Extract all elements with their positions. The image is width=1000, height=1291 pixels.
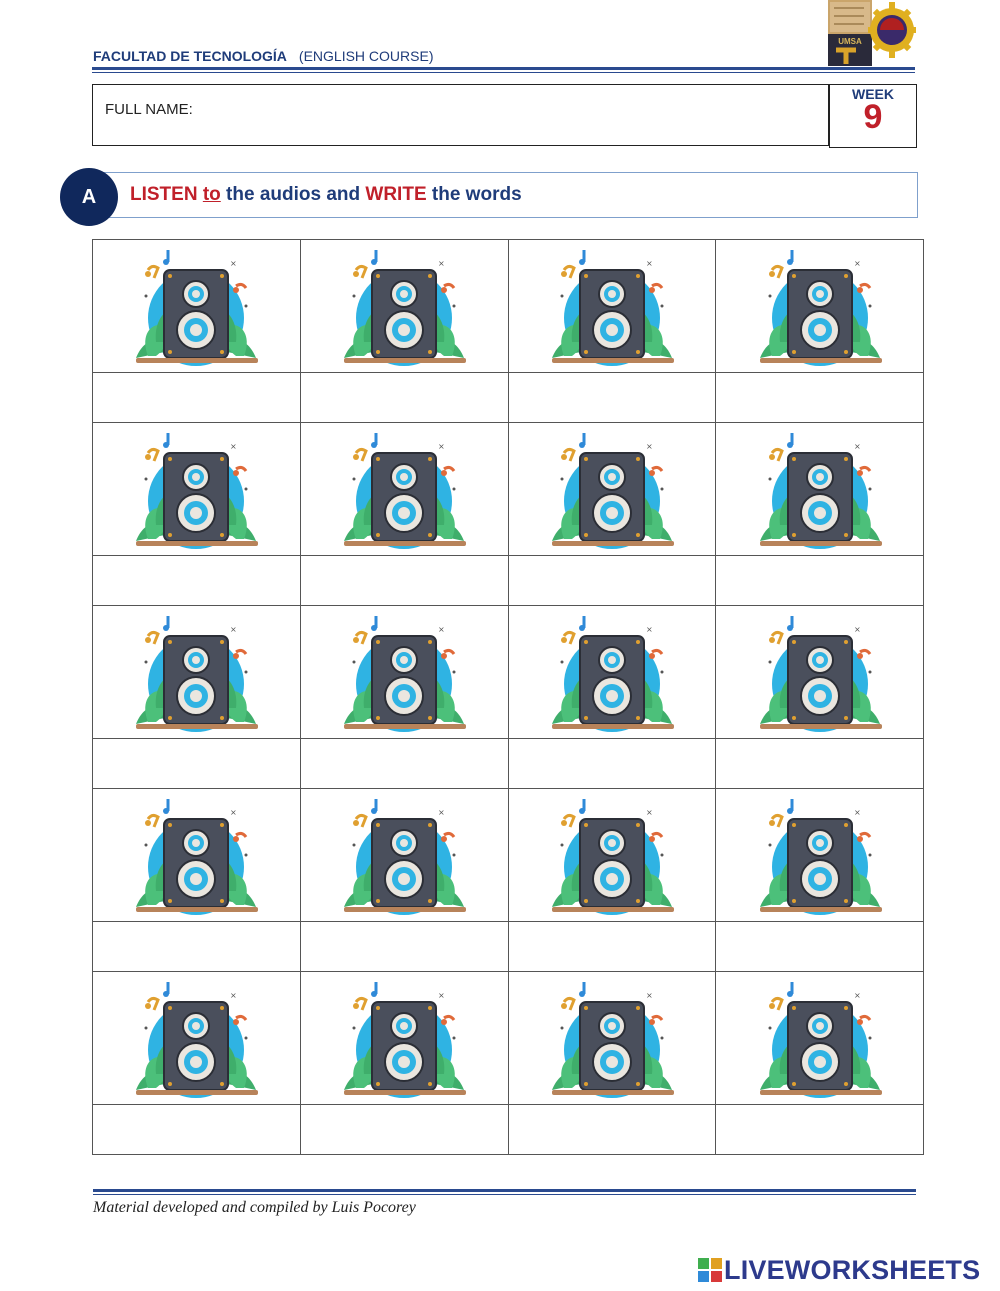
audio-cell[interactable] (93, 423, 301, 556)
instruction-end: the words (426, 184, 522, 205)
answer-cell[interactable] (93, 556, 301, 606)
svg-text:UMSA: UMSA (838, 37, 862, 46)
answer-cell[interactable] (93, 739, 301, 789)
audio-cell[interactable] (508, 972, 716, 1105)
answer-cell[interactable] (300, 922, 508, 972)
instruction-listen: LISTEN (130, 184, 198, 205)
answer-row (93, 1105, 924, 1155)
audio-cell[interactable] (716, 240, 924, 373)
speaker-icon[interactable] (126, 612, 266, 732)
speaker-icon[interactable] (542, 612, 682, 732)
section-instruction (130, 184, 522, 206)
instruction-middle: the audios and (220, 184, 366, 205)
full-name-label: FULL NAME: (105, 101, 193, 118)
answer-row (93, 556, 924, 606)
answer-cell[interactable] (300, 1105, 508, 1155)
speaker-icon[interactable] (542, 429, 682, 549)
footer-rule (93, 1189, 916, 1192)
speaker-icon[interactable] (334, 978, 474, 1098)
audio-cell[interactable] (508, 423, 716, 556)
listening-grid (92, 239, 924, 1155)
answer-cell[interactable] (300, 373, 508, 423)
faculty-title (93, 48, 434, 64)
speaker-icon[interactable] (334, 795, 474, 915)
answer-row (93, 373, 924, 423)
answer-cell[interactable] (716, 922, 924, 972)
answer-cell[interactable] (93, 373, 301, 423)
speaker-icon[interactable] (334, 246, 474, 366)
audio-cell[interactable] (508, 606, 716, 739)
speaker-icon[interactable] (750, 612, 890, 732)
audio-cell[interactable] (93, 789, 301, 922)
answer-cell[interactable] (508, 739, 716, 789)
answer-cell[interactable] (508, 1105, 716, 1155)
image-row (93, 789, 924, 922)
speaker-icon[interactable] (542, 978, 682, 1098)
section-letter-badge: A (60, 168, 118, 226)
image-row (93, 423, 924, 556)
week-box (829, 84, 917, 148)
image-row (93, 972, 924, 1105)
image-row (93, 240, 924, 373)
instruction-to: to (202, 184, 221, 205)
answer-row (93, 922, 924, 972)
header-rule (92, 67, 915, 70)
audio-cell[interactable] (300, 606, 508, 739)
answer-cell[interactable] (508, 373, 716, 423)
speaker-icon[interactable] (334, 429, 474, 549)
liveworksheets-logo-icon (698, 1258, 722, 1282)
full-name-box[interactable] (92, 84, 829, 146)
audio-cell[interactable] (93, 606, 301, 739)
audio-cell[interactable] (508, 240, 716, 373)
speaker-icon[interactable] (542, 795, 682, 915)
answer-cell[interactable] (300, 739, 508, 789)
answer-cell[interactable] (93, 1105, 301, 1155)
audio-cell[interactable] (300, 240, 508, 373)
answer-cell[interactable] (508, 556, 716, 606)
week-label: WEEK (852, 86, 894, 102)
brand-name: LIVEWORKSHEETS (724, 1255, 981, 1285)
answer-cell[interactable] (300, 556, 508, 606)
speaker-icon[interactable] (126, 429, 266, 549)
image-row (93, 606, 924, 739)
speaker-icon[interactable] (542, 246, 682, 366)
week-number: 9 (863, 98, 883, 136)
audio-cell[interactable] (93, 240, 301, 373)
audio-cell[interactable] (716, 606, 924, 739)
audio-cell[interactable] (300, 423, 508, 556)
speaker-icon[interactable] (126, 978, 266, 1098)
speaker-icon[interactable] (334, 612, 474, 732)
answer-cell[interactable] (508, 922, 716, 972)
speaker-icon[interactable] (750, 978, 890, 1098)
speaker-icon[interactable] (750, 246, 890, 366)
header-rule-thin (92, 72, 915, 73)
answer-cell[interactable] (93, 922, 301, 972)
audio-cell[interactable] (300, 972, 508, 1105)
answer-cell[interactable] (716, 556, 924, 606)
audio-cell[interactable] (716, 972, 924, 1105)
speaker-icon[interactable] (126, 246, 266, 366)
answer-row (93, 739, 924, 789)
footer-rule-thin (93, 1194, 916, 1195)
audio-cell[interactable] (300, 789, 508, 922)
instruction-write: WRITE (365, 184, 427, 205)
speaker-icon[interactable] (750, 429, 890, 549)
audio-cell[interactable] (508, 789, 716, 922)
audio-cell[interactable] (716, 789, 924, 922)
answer-cell[interactable] (716, 739, 924, 789)
answer-cell[interactable] (716, 1105, 924, 1155)
course-name: (ENGLISH COURSE) (298, 48, 434, 64)
speaker-icon[interactable] (126, 795, 266, 915)
answer-cell[interactable] (716, 373, 924, 423)
author-credit: Material developed and compiled by Luis Pocorey (93, 1199, 416, 1216)
audio-cell[interactable] (93, 972, 301, 1105)
speaker-icon[interactable] (750, 795, 890, 915)
faculty-name: FACULTAD DE TECNOLOGÍA (93, 48, 287, 64)
audio-cell[interactable] (716, 423, 924, 556)
university-logo (828, 0, 916, 66)
